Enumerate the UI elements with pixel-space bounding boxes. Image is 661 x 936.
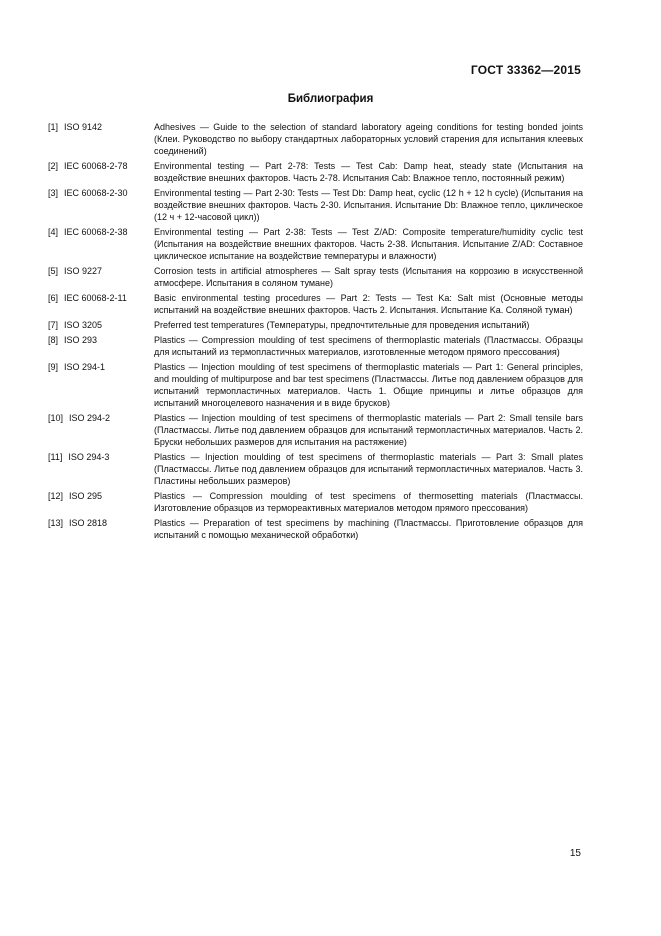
entry-standard-code: ISO 2818 (69, 518, 108, 528)
entry-number: [1] (48, 122, 59, 132)
entry-description: Plastics — Injection moulding of test specimens of thermoplastic materials — Part 2: Small tensile bars (Пластмассы. Литье под давлением образцов для испытаний термопластичных материалов. Часть 2. Бруски небольших размеров для испытания на растяжение) (154, 413, 583, 447)
entry-reference (48, 187, 154, 223)
entry-reference (48, 361, 154, 409)
bibliography-entry (48, 490, 583, 514)
entry-standard-code: ISO 9142 (64, 122, 103, 132)
bibliography-entry (48, 265, 583, 289)
bibliography-entry (48, 292, 583, 316)
entry-reference (48, 226, 154, 262)
entry-description: Adhesives — Guide to the selection of standard laboratory ageing conditions for testing bonded joints (Клеи. Руководство по выбору стандартных лабораторных условий старения для испытания клеевых соединений) (154, 122, 583, 156)
entry-standard-code: ISO 3205 (64, 320, 103, 330)
entry-description: Corrosion tests in artificial atmospheres — Salt spray tests (Испытания на коррозию в искусственной атмосфере. Испытания в соляном тумане) (154, 266, 583, 288)
bibliography-entry (48, 160, 583, 184)
entry-number: [13] (48, 518, 64, 528)
entry-number: [7] (48, 320, 59, 330)
entry-description: Basic environmental testing procedures — Part 2: Tests — Test Ka: Salt mist (Основные методы испытаний на воздействие внешних факторов. Часть 2. Испытания. Испытание Ka. Соляной туман) (154, 293, 583, 315)
entry-number: [10] (48, 413, 64, 423)
entry-description: Plastics — Injection moulding of test specimens of thermoplastic materials — Part 1: General principles, and moulding of multipurpose and bar test specimens (Пластмассы. Литье под давлением образцов для испытаний термопластичных материалов. Часть 1. Общие принципы и литье образцов для испытаний многоцелевого назначения и в виде брусков) (154, 362, 583, 408)
entry-reference (48, 451, 154, 487)
entry-number: [8] (48, 335, 59, 345)
entry-description: Environmental testing — Part 2-78: Tests — Test Cab: Damp heat, steady state (Испытания на воздействие внешних факторов. Часть 2-78. Испытания Cab: Влажное тепло, постоянный режим) (154, 161, 583, 183)
bibliography-entry (48, 121, 583, 157)
entry-reference (48, 517, 154, 541)
entry-standard-code: IEC 60068-2-38 (64, 227, 128, 237)
entry-reference (48, 265, 154, 289)
bibliography-entry (48, 334, 583, 358)
bibliography-entry (48, 361, 583, 409)
entry-number: [12] (48, 491, 64, 501)
entry-reference (48, 160, 154, 184)
entry-reference (48, 292, 154, 316)
entry-number: [9] (48, 362, 59, 372)
entry-reference (48, 319, 154, 331)
entry-standard-code: ISO 9227 (64, 266, 103, 276)
entry-standard-code: ISO 294-2 (69, 413, 111, 423)
entry-number: [5] (48, 266, 59, 276)
entry-description: Environmental testing — Part 2-38: Tests — Test Z/AD: Composite temperature/humidity cyclic test (Испытания на воздействие внешних факторов. Часть 2-38. Испытания. Испытание Z/AD: Составное циклическое испытание на воздействие температуры и влажности) (154, 227, 583, 261)
entry-standard-code: ISO 293 (64, 335, 98, 345)
document-code: ГОСТ 33362—2015 (470, 63, 581, 77)
entry-standard-code: ISO 294-1 (64, 362, 106, 372)
entry-description: Plastics — Preparation of test specimens by machining (Пластмассы. Приготовление образцов для испытаний с помощью механической обработки) (154, 518, 583, 540)
entry-reference (48, 412, 154, 448)
entry-reference (48, 121, 154, 157)
entry-description: Plastics — Compression moulding of test specimens of thermosetting materials (Пластмассы. Изготовление образцов из термореактивных материалов методом прямого прессования) (154, 491, 583, 513)
entry-standard-code: IEC 60068-2-11 (64, 293, 127, 303)
bibliography-entry (48, 319, 583, 331)
bibliography-entry (48, 412, 583, 448)
page-title: Библиография (287, 93, 374, 105)
entry-standard-code: ISO 295 (69, 491, 103, 501)
bibliography-entry (48, 517, 583, 541)
entry-description: Plastics — Compression moulding of test specimens of thermoplastic materials (Пластмассы. Образцы для испытаний из термопластичных материалов, изготовленные методом прямого прессования) (154, 335, 583, 357)
bibliography-list (48, 121, 583, 544)
entry-description: Preferred test temperatures (Температуры, предпочтительные для проведения испытаний) (154, 320, 530, 330)
bibliography-entry (48, 226, 583, 262)
entry-description: Environmental testing — Part 2-30: Tests — Test Db: Damp heat, cyclic (12 h + 12 h cycle) (Испытания на воздействие внешних факторов. Часть 2-30. Испытания. Испытание Db: Влажное тепло, циклическое (12 ч + 12-часовой цикл)) (154, 188, 583, 222)
page-number: 15 (569, 848, 581, 859)
entry-number: [11] (48, 452, 63, 462)
bibliography-entry (48, 451, 583, 487)
entry-standard-code: IEC 60068-2-30 (64, 188, 128, 198)
entry-reference (48, 334, 154, 358)
entry-standard-code: ISO 294-3 (68, 452, 110, 462)
entry-number: [4] (48, 227, 59, 237)
entry-reference (48, 490, 154, 514)
entry-number: [6] (48, 293, 59, 303)
entry-number: [2] (48, 161, 59, 171)
bibliography-entry (48, 187, 583, 223)
entry-number: [3] (48, 188, 59, 198)
entry-description: Plastics — Injection moulding of test specimens of thermoplastic materials — Part 3: Small plates (Пластмассы. Литье под давлением образцов для испытаний термопластичных материалов. Часть 3. Пластины небольших размеров) (154, 452, 583, 486)
entry-standard-code: IEC 60068-2-78 (64, 161, 128, 171)
